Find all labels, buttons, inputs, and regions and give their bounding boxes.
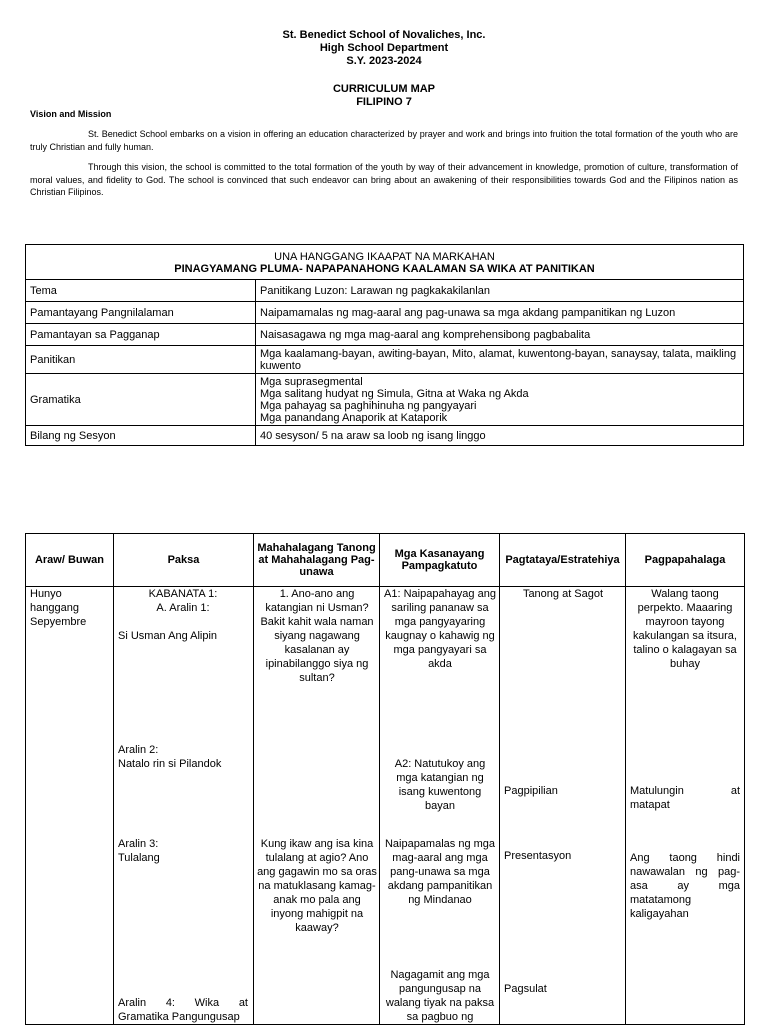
gramatika-item: Mga suprasegmental	[260, 375, 363, 388]
tanong-cell	[254, 587, 380, 1025]
assessment-1: Tanong at Sagot	[522, 588, 604, 600]
row-value	[256, 374, 744, 426]
value-3-line: Ang taong hindi	[630, 852, 740, 864]
vision-mission-title: Vision and Mission	[30, 109, 112, 119]
aralin-2-label: Aralin 2:	[118, 744, 159, 756]
araw-text: Hunyo hanggang Sepyembre	[30, 588, 87, 628]
subject: FILIPINO 7	[356, 96, 412, 108]
paksa-cell	[114, 587, 254, 1025]
skill-4: Nagagamit ang mga pangungusap na walang tiyak na paksa sa pagbuo ng	[385, 969, 495, 1023]
value-2-line: matapat	[630, 799, 670, 811]
value-3-line: asa ay mga	[630, 880, 740, 892]
column-header: Pagpapahalaga	[626, 534, 745, 587]
curriculum-map-table	[25, 533, 745, 1025]
school-year: S.Y. 2023-2024	[346, 55, 422, 67]
aralin-2-title: Natalo rin si Pilandok	[118, 758, 222, 770]
mission-paragraph: Through this vision, the school is committed to the total formation of the youth by way of their advancement in knowledge, promotion of culture, transformation of moral values, and fidelity to God. The school is convinced that such endeavor can bring about an awakening of their responsibilities towards God and the Filipinos nation as Christian Filipinos.	[30, 162, 738, 197]
question-3: Kung ikaw ang isa kina tulalang at agio? Ano ang gagawin mo sa oras na matuklasang kamag-anak mo pala ang inyong mahigpit na kaaway?	[257, 838, 377, 934]
row-label: Pamantayan sa Pagganap	[26, 324, 256, 346]
overview-table	[25, 244, 744, 446]
vision-paragraph: St. Benedict School embarks on a vision in offering an education characterized by prayer and work and brings into fruition the total formation of the youth who are truly Christian and fully human.	[30, 129, 738, 152]
question-1: 1. Ano-ano ang katangian ni Usman? Bakit kahit wala naman siyang nagawang kasalanan ay ipinabilanggo siya ng sultan?	[260, 588, 374, 684]
skill-3: Naipapamalas ng mga mag-aaral ang mga pang-unawa sa mga akdang pampanitikan ng Mindanao	[384, 838, 496, 906]
value-3-line: nawawalan ng pag-	[630, 866, 740, 878]
aralin-4-label: Aralin 4: Wika at	[118, 997, 248, 1009]
value-3-line: matatamong	[630, 894, 692, 906]
department: High School Department	[319, 42, 449, 54]
column-header: Mahahalagang Tanong at Mahahalagang Pag-unawa	[254, 534, 380, 587]
row-label: Bilang ng Sesyon	[26, 426, 256, 446]
kabanata-title: KABANATA 1:	[148, 588, 218, 600]
kasanayan-cell	[380, 587, 500, 1025]
row-label: Tema	[26, 280, 256, 302]
column-header: Paksa	[114, 534, 254, 587]
row-value: Mga kaalamang-bayan, awiting-bayan, Mito, alamat, kuwentong-bayan, sanaysay, talata, maikling kuwento	[256, 346, 744, 374]
row-value: 40 sesyson/ 5 na araw sa loob ng isang linggo	[256, 426, 744, 446]
aralin-3-title: Tulalang	[118, 852, 160, 864]
assessment-4: Pagsulat	[504, 983, 547, 995]
assessment-2: Pagpipilian	[504, 785, 558, 797]
document-header	[0, 29, 768, 109]
gramatika-item: Mga panandang Anaporik at Kataporik	[260, 411, 448, 424]
row-value: Panitikang Luzon: Larawan ng pagkakakilanlan	[256, 280, 744, 302]
overview-title: UNA HANGGANG IKAAPAT NA MARKAHAN	[274, 251, 495, 263]
aralin-1-label: A. Aralin 1:	[156, 602, 210, 614]
araw-cell	[26, 587, 114, 1025]
row-label: Pamantayang Pangnilalaman	[26, 302, 256, 324]
school-name: St. Benedict School of Novaliches, Inc.	[282, 29, 486, 41]
row-value: Naisasagawa ng mga mag-aaral ang komprehensibong pagbabalita	[256, 324, 744, 346]
doc-title: CURRICULUM MAP	[332, 83, 436, 95]
pagtataya-cell	[500, 587, 626, 1025]
skill-a1: A1: Naipapahayag ang sariling pananaw sa mga pangyayaring kaugnay o kahawig ng mga pangyayari sa akda	[384, 588, 496, 670]
gramatika-item: Mga salitang hudyat ng Simula, Gitna at Waka ng Akda	[260, 387, 529, 400]
overview-title-cell	[26, 245, 744, 280]
value-1: Walang taong perpekto. Maaaring mayroon tayong kakulangan sa itsura, talino o kalagayan sa buhay	[633, 588, 737, 670]
assessment-3: Presentasyon	[504, 850, 572, 862]
value-2-line: Matulungin at	[630, 785, 740, 797]
aralin-3-label: Aralin 3:	[118, 838, 159, 850]
row-label: Panitikan	[26, 346, 256, 374]
column-header: Mga Kasanayang Pampagkatuto	[380, 534, 500, 587]
row-label: Gramatika	[26, 374, 256, 426]
skill-a2: A2: Natutukoy ang mga katangian ng isang kuwentong bayan	[394, 758, 486, 812]
gramatika-item: Mga pahayag sa paghihinuha ng pangyayari	[260, 399, 477, 412]
overview-subtitle: PINAGYAMANG PLUMA- NAPAPANAHONG KAALAMAN SA WIKA AT PANITIKAN	[174, 263, 595, 275]
aralin-1-title: Si Usman Ang Alipin	[118, 630, 218, 642]
value-3-line: kaligayahan	[630, 908, 689, 920]
column-header: Pagtataya/Estratehiya	[500, 534, 626, 587]
pagpapahalaga-cell	[626, 587, 745, 1025]
row-value: Naipamamalas ng mag-aaral ang pag-unawa sa mga akdang pampanitikan ng Luzon	[256, 302, 744, 324]
column-header: Araw/ Buwan	[26, 534, 114, 587]
aralin-4-title: Gramatika Pangungusap	[118, 1011, 240, 1023]
